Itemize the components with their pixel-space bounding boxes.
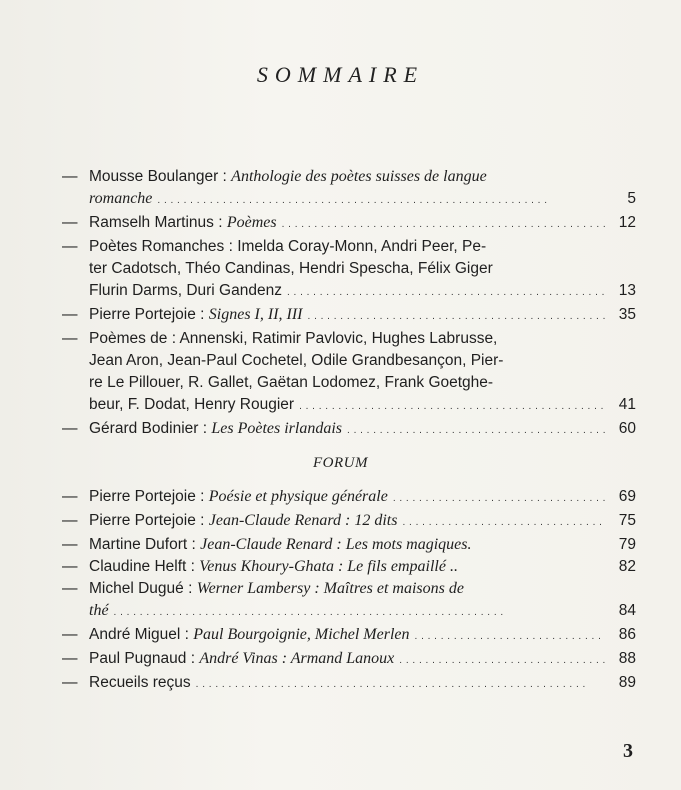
entry-work-cont: thé	[89, 602, 109, 619]
entry-dash: —	[62, 626, 78, 643]
entry-dash: —	[62, 512, 78, 529]
entry-text: ter Cadotsch, Théo Candinas, Hendri Spescha, Félix Giger	[89, 260, 493, 277]
entry-author: Michel Dugué :	[89, 580, 193, 597]
entry-page: 89	[618, 674, 636, 691]
entry-text: re Le Pillouer, R. Gallet, Gaëtan Lodomez, Frank Goetghe-	[89, 374, 494, 391]
entry-work: Poèmes	[226, 214, 277, 231]
entry-author: Mousse Boulanger :	[89, 168, 227, 185]
toc-entry	[62, 166, 642, 212]
entry-page: 12	[618, 214, 636, 231]
entry-dash: —	[62, 650, 78, 667]
entry-page: 5	[627, 190, 636, 207]
entry-author: André Miguel :	[89, 626, 189, 643]
toc-entry	[62, 236, 642, 304]
entry-page: 13	[618, 282, 636, 299]
entry-author: Pierre Portejoie :	[89, 512, 205, 529]
entry-text: Flurin Darms, Duri Gandenz	[89, 282, 282, 299]
entry-dash: —	[62, 674, 78, 691]
toc-entry	[62, 578, 642, 624]
toc-main	[62, 166, 642, 442]
entry-author: Pierre Portejoie :	[89, 306, 205, 323]
entry-text: beur, F. Dodat, Henry Rougier	[89, 396, 295, 413]
toc-entry	[62, 418, 642, 442]
entry-page: 60	[618, 420, 636, 437]
toc-entry	[62, 534, 642, 556]
entry-dash: —	[62, 168, 78, 185]
entry-author: Ramselh Martinus :	[89, 214, 223, 231]
entry-work: Jean-Claude Renard : 12 dits	[208, 512, 398, 529]
entry-page: 75	[618, 512, 636, 529]
entry-work: Les Poètes irlandais	[211, 420, 343, 437]
toc-entry	[62, 304, 642, 328]
entry-author: Pierre Portejoie :	[89, 488, 205, 505]
entry-dash: —	[62, 306, 78, 323]
entry-text: Poèmes de : Annenski, Ratimir Pavlovic, Hughes Labrusse,	[89, 330, 498, 347]
entry-dash: —	[62, 488, 78, 505]
toc-entry	[62, 672, 642, 696]
entry-dash: —	[62, 580, 78, 597]
page-number: 3	[623, 740, 633, 762]
entry-dash: —	[62, 330, 78, 347]
entry-author: Martine Dufort :	[89, 536, 196, 553]
entry-work: Poésie et physique générale	[208, 488, 388, 505]
entry-page: 35	[618, 306, 636, 323]
entry-page: 84	[618, 602, 636, 619]
entry-work: Anthologie des poètes suisses de langue	[231, 168, 487, 185]
toc-entry	[62, 328, 642, 418]
entry-page: 86	[618, 626, 636, 643]
entry-work: Werner Lambersy : Maîtres et maisons de	[196, 580, 464, 597]
toc-entry	[62, 212, 642, 236]
toc-forum	[62, 486, 642, 696]
entry-text: Poètes Romanches : Imelda Coray-Monn, Andri Peer, Pe-	[89, 238, 487, 255]
entry-author: Claudine Helft :	[89, 558, 195, 575]
entry-text: Jean Aron, Jean-Paul Cochetel, Odile Grandbesançon, Pier-	[89, 352, 504, 369]
entry-work: Venus Khoury-Ghata : Le fils empaillé ..	[199, 558, 458, 575]
toc-entry	[62, 624, 642, 648]
entry-page: 69	[618, 488, 636, 505]
entry-page: 41	[618, 396, 636, 413]
entry-author: Recueils reçus	[89, 674, 191, 691]
toc-entry	[62, 556, 642, 578]
toc-entry	[62, 510, 642, 534]
entry-author: Paul Pugnaud :	[89, 650, 196, 667]
entry-page: 82	[618, 558, 636, 575]
entry-dash: —	[62, 214, 78, 231]
toc-entry	[62, 648, 642, 672]
entry-page: 79	[618, 536, 636, 553]
entry-dash: —	[62, 558, 78, 575]
entry-page: 88	[618, 650, 636, 667]
toc-entry	[62, 486, 642, 510]
entry-work: Signes I, II, III	[208, 306, 303, 323]
page-title: SOMMAIRE	[256, 62, 425, 87]
entry-work: Jean-Claude Renard : Les mots magiques.	[200, 536, 472, 553]
entry-dash: —	[62, 536, 78, 553]
entry-dash: —	[62, 238, 78, 255]
forum-heading: FORUM	[313, 455, 368, 471]
entry-dash: —	[62, 420, 78, 437]
entry-work: Paul Bourgoignie, Michel Merlen	[193, 626, 410, 643]
entry-author: Gérard Bodinier :	[89, 420, 208, 437]
entry-work-cont: romanche	[89, 190, 153, 207]
entry-work: André Vinas : Armand Lanoux	[199, 650, 395, 667]
